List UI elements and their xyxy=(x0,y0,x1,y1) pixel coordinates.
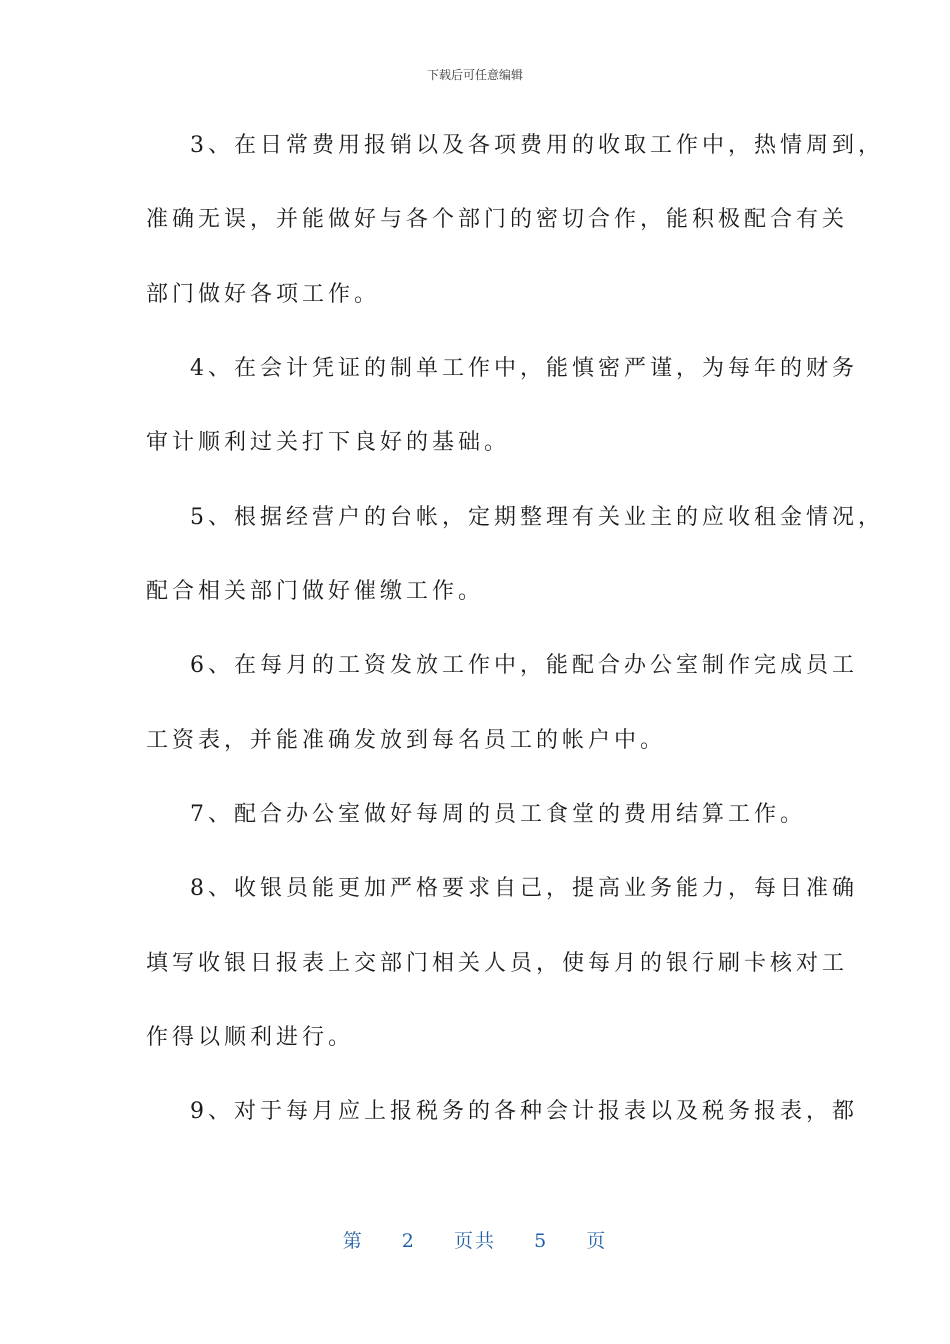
paragraph-line: 8、收银员能更加严格要求自己，提高业务能力，每日准确 xyxy=(190,876,858,901)
page-header-note: 下载后可任意编辑 xyxy=(426,68,523,82)
current-page-number: 2 xyxy=(401,1230,416,1252)
paragraph-line: 填写收银日报表上交部门相关人员，使每月的银行刷卡核对工 xyxy=(146,951,849,976)
paragraph-line: 作得以顺利进行。 xyxy=(146,1025,355,1050)
paragraph-line: 审计顺利过关打下良好的基础。 xyxy=(146,430,511,455)
paragraph-line: 部门做好各项工作。 xyxy=(146,282,381,307)
paragraph-line: 配合相关部门做好催缴工作。 xyxy=(146,579,485,604)
total-page-number: 5 xyxy=(534,1230,549,1252)
paragraph-line: 6、在每月的工资发放工作中，能配合办公室制作完成员工 xyxy=(190,653,858,678)
page-footer xyxy=(0,1226,950,1253)
footer-prefix: 第 xyxy=(342,1230,364,1252)
footer-middle: 页共 xyxy=(453,1230,496,1252)
paragraph-line: 5、根据经营户的台帐，定期整理有关业主的应收租金情况， xyxy=(190,505,884,530)
paragraph-line: 准确无误，并能做好与各个部门的密切合作，能积极配合有关 xyxy=(146,207,849,232)
paragraph-line: 9、对于每月应上报税务的各种会计报表以及税务报表，都 xyxy=(190,1099,858,1124)
paragraph-line: 7、配合办公室做好每周的员工食堂的费用结算工作。 xyxy=(190,802,806,827)
paragraph-line: 3、在日常费用报销以及各项费用的收取工作中，热情周到， xyxy=(190,133,884,158)
paragraph-line: 工资表，并能准确发放到每名员工的帐户中。 xyxy=(146,728,667,753)
paragraph-line: 4、在会计凭证的制单工作中，能慎密严谨，为每年的财务 xyxy=(190,356,858,381)
footer-suffix: 页 xyxy=(586,1230,608,1252)
